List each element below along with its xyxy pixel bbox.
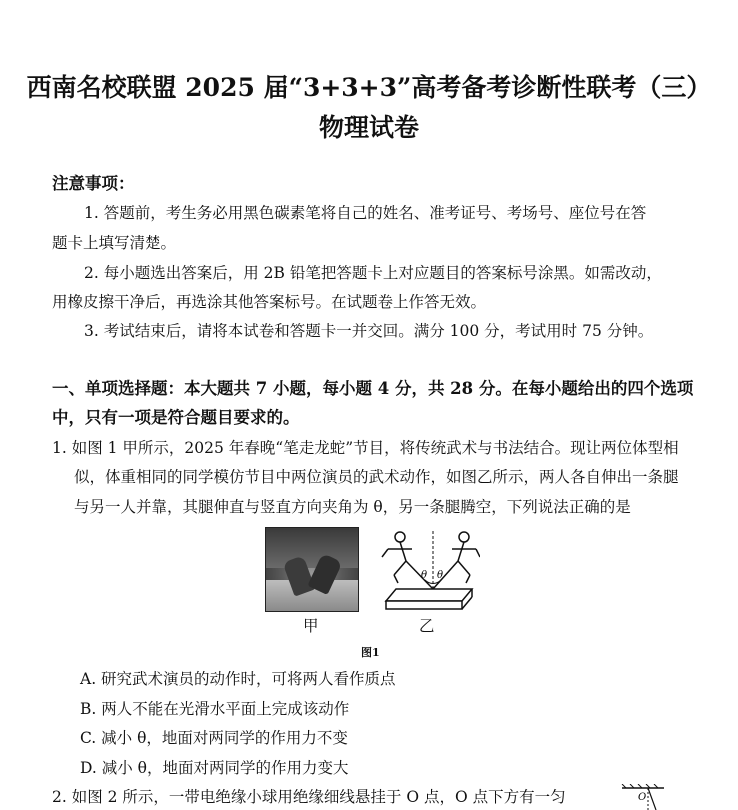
question-1-option-b: B. 两人不能在光滑水平面上完成该动作 (80, 700, 350, 718)
figure-1b-label: 乙 (419, 617, 435, 635)
question-1-line-2: 似，体重相同的同学模仿节目中两位演员的武术动作，如图乙所示，两人各自伸出一条腿 (74, 468, 679, 486)
theta-right-label: θ (437, 570, 444, 581)
section-1-heading-line-1: 一、单项选择题：本大题共 7 小题，每小题 4 分，共 28 分。在每小题给出的四个选项 (52, 379, 694, 398)
notice-item-3-line-1: 3. 考试结束后，请将本试卷和答题卡一并交回。满分 100 分，考试用时 75 分钟。 (84, 322, 654, 340)
notice-heading: 注意事项： (52, 174, 135, 193)
figure-1b-diagram (376, 527, 480, 615)
question-1-option-c: C. 减小 θ，地面对两同学的作用力不变 (80, 729, 348, 747)
theta-left-label: θ (421, 570, 428, 581)
figure-1a-photo (265, 527, 359, 612)
question-2-line-1: 2. 如图 2 所示，一带电绝缘小球用绝缘细线悬挂于 O 点，O 点下方有一匀 (52, 788, 566, 806)
notice-item-2-line-2: 用橡皮擦干净后，再选涂其他答案标号。在试题卷上作答无效。 (52, 293, 487, 311)
figure-1-caption: 图1 (361, 646, 380, 659)
figure-2-partial (618, 784, 668, 810)
question-1-line-1: 1. 如图 1 甲所示，2025 年春晚“笔走龙蛇”节目，将传统武术与书法结合。现让两位体型相 (52, 439, 679, 457)
point-o-label: O (638, 792, 647, 803)
notice-item-1-line-2: 题卡上填写清楚。 (52, 234, 177, 252)
notice-item-1-line-1: 1. 答题前，考生务必用黑色碳素笔将自己的姓名、准考证号、考场号、座位号在答 (84, 204, 647, 222)
notice-item-2-line-1: 2. 每小题选出答案后，用 2B 铅笔把答题卡上对应题目的答案标号涂黑。如需改动， (84, 264, 662, 282)
question-1-line-3: 与另一人并靠，其腿伸直与竖直方向夹角为 θ，另一条腿腾空，下列说法正确的是 (74, 498, 631, 516)
section-1-heading-line-2: 中，只有一项是符合题目要求的。 (52, 408, 300, 427)
figure-1a-label: 甲 (303, 617, 319, 635)
question-1-option-a: A. 研究武术演员的动作时，可将两人看作质点 (80, 670, 396, 688)
exam-subject: 物理试卷 (318, 113, 419, 142)
question-1-option-d: D. 减小 θ，地面对两同学的作用力变大 (80, 759, 349, 777)
exam-title: 西南名校联盟 2025 届“3+3+3”高考备考诊断性联考（三） (26, 73, 712, 102)
